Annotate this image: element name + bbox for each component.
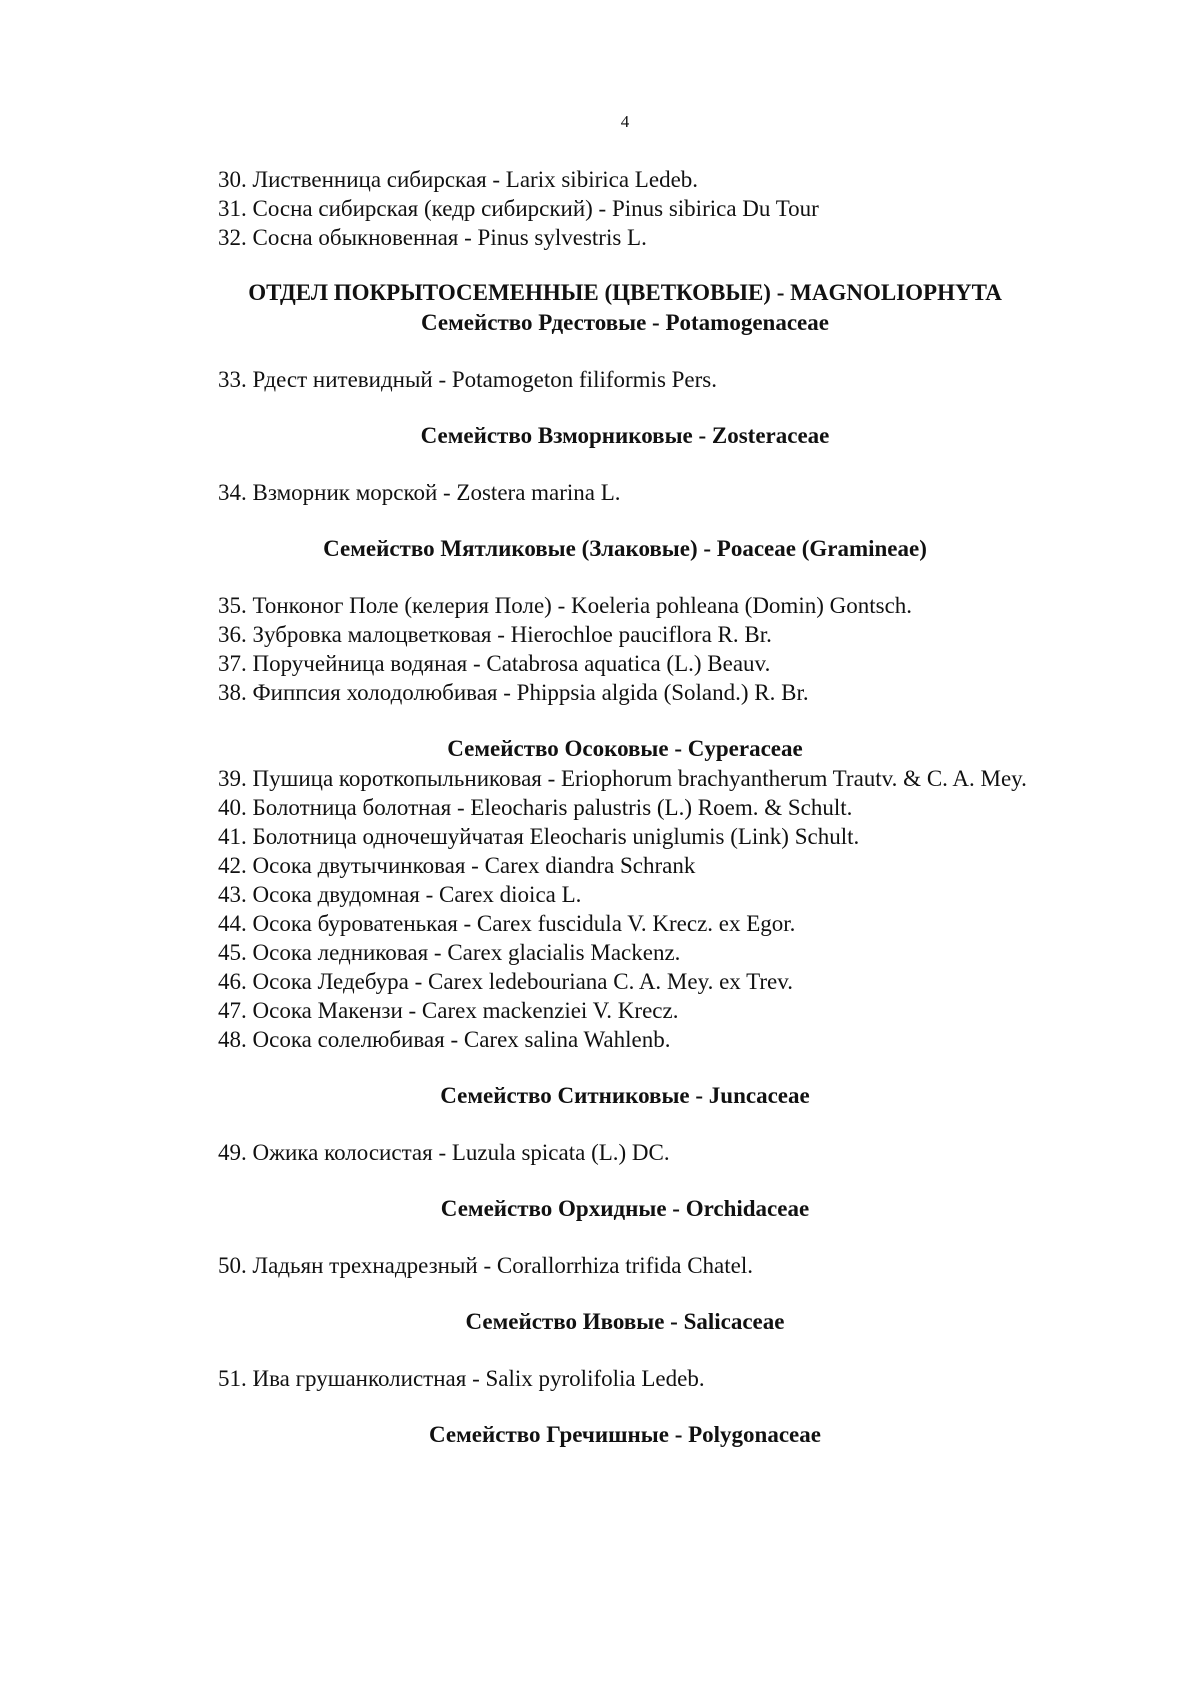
list-item: 45. Осока ледниковая - Carex glacialis Mackenz.: [218, 940, 681, 965]
division-heading: ОТДЕЛ ПОКРЫТОСЕМЕННЫЕ (ЦВЕТКОВЫЕ) - MAGNOLIOPHYTA: [248, 280, 1002, 305]
list-item: 34. Взморник морской - Zostera marina L.: [218, 480, 621, 505]
family-heading: Семейство Рдестовые - Potamogenaceae: [421, 310, 829, 335]
list-item: 36. Зубровка малоцветковая - Hierochloe pauciflora R. Br.: [218, 622, 772, 647]
family-heading: Семейство Взморниковые - Zosteraceae: [420, 423, 830, 448]
family-heading: Семейство Осоковые - Cyperaceae: [447, 736, 803, 761]
list-item: 47. Осока Макензи - Carex mackenziei V. Krecz.: [218, 998, 679, 1023]
list-item: 35. Тонконог Поле (келерия Поле) - Koeleria pohleana (Domin) Gontsch.: [218, 593, 913, 618]
list-item: 43. Осока двудомная - Carex dioica L.: [218, 882, 582, 907]
list-item: 50. Ладьян трехнадрезный - Corallorrhiza trifida Chatel.: [218, 1253, 753, 1278]
list-item: 41. Болотница одночешуйчатая Eleocharis uniglumis (Link) Schult.: [218, 824, 860, 849]
list-item: 42. Осока двутычинковая - Carex diandra Schrank: [218, 853, 696, 878]
family-heading: Семейство Мятликовые (Злаковые) - Poaceae (Gramineae): [323, 536, 927, 561]
family-heading: Семейство Ситниковые - Juncaceae: [440, 1083, 810, 1108]
list-item: 51. Ива грушанколистная - Salix pyrolifolia Ledeb.: [218, 1366, 705, 1391]
list-item: 37. Поручейница водяная - Catabrosa aquatica (L.) Beauv.: [218, 651, 771, 676]
list-item: 31. Сосна сибирская (кедр сибирский) - Pinus sibirica Du Tour: [218, 196, 819, 221]
list-item: 39. Пушица короткопыльниковая - Eriophorum brachyantherum Trautv. & C. A. Mey.: [218, 766, 1027, 791]
document-body: [0, 165, 1200, 1450]
family-heading: Семейство Ивовые - Salicaceae: [465, 1309, 785, 1334]
list-item: 48. Осока солелюбивая - Carex salina Wahlenb.: [218, 1027, 671, 1052]
list-item: 40. Болотница болотная - Eleocharis palustris (L.) Roem. & Schult.: [218, 795, 853, 820]
list-item: 46. Осока Ледебура - Carex ledebouriana C. A. Mey. ex Trev.: [218, 969, 793, 994]
family-heading: Семейство Орхидные - Orchidaceae: [440, 1196, 810, 1221]
family-heading: Семейство Гречишные - Polygonaceae: [429, 1422, 821, 1447]
page-number: 4: [620, 112, 630, 131]
list-item: 38. Фиппсия холодолюбивая - Phippsia algida (Soland.) R. Br.: [218, 680, 809, 705]
list-item: 30. Лиственница сибирская - Larix sibirica Ledeb.: [218, 167, 699, 192]
list-item: 33. Рдест нитевидный - Potamogeton filiformis Pers.: [218, 367, 718, 392]
list-item: 32. Сосна обыкновенная - Pinus sylvestris L.: [218, 225, 647, 250]
list-item: 44. Осока буроватенькая - Carex fuscidula V. Krecz. ex Egor.: [218, 911, 796, 936]
list-item: 49. Ожика колосистая - Luzula spicata (L.) DC.: [218, 1140, 670, 1165]
